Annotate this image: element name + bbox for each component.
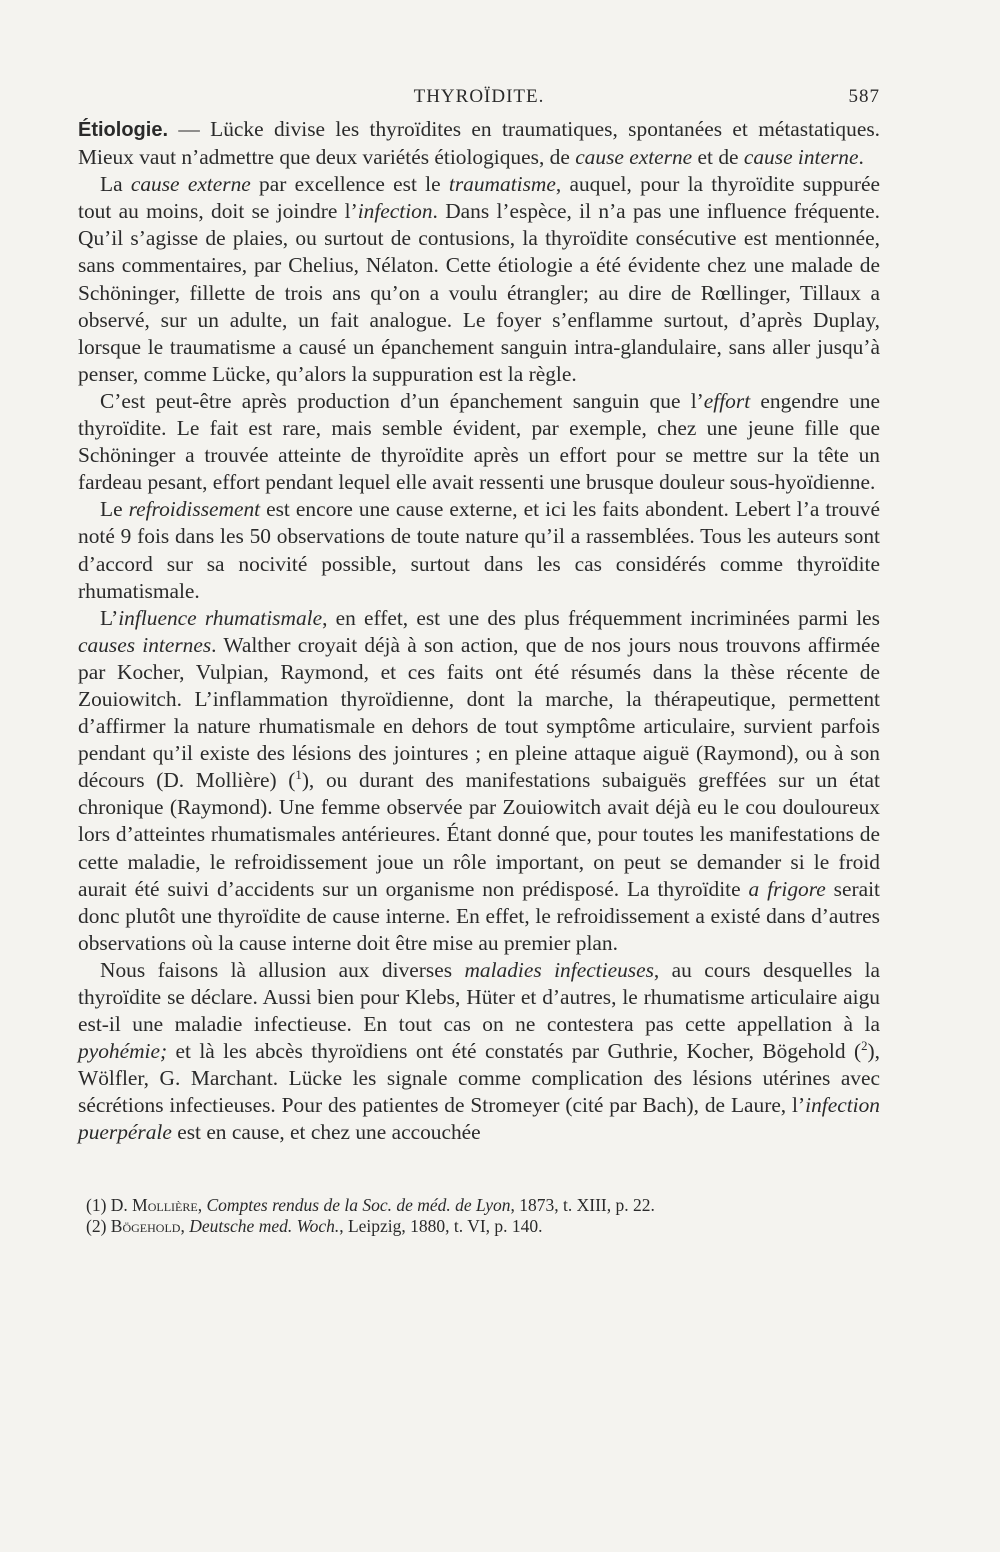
- text-run: , en effet, est une des plus fréquemment incriminées parmi les: [322, 605, 880, 630]
- text-run: engendre une thyroïdite. Le fait est rare, mais semble évident, par exemple, chez une jeune fille que Schöninger a trouvée atteinte de thyroïdite après un effort pour se mettre sur la tête un fardeau pesant, effort pendant lequel elle avait ressenti une brusque douleur sous-hyoïdienne.: [78, 388, 880, 495]
- text-run: est encore une cause externe, et ici les faits abondent. Lebert l’a trouvé noté 9 fois dans les 50 observations de toute nature qu’il a rassemblées. Tous les auteurs sont d’accord sur sa nocivité possible, surtout dans les cas considérés comme thyroïdite rhumatismale.: [78, 497, 880, 603]
- page: [78, 86, 880, 1237]
- italic-text: Comptes rendus de la Soc. de méd. de Lyon: [206, 1194, 511, 1215]
- running-head: [78, 86, 880, 116]
- author-name: Bögehold: [110, 1215, 181, 1236]
- paragraph-maladies-infectieuses: [78, 957, 880, 1147]
- text-run: (1): [86, 1194, 111, 1215]
- footnote: [78, 1195, 880, 1216]
- section-lead: Étiologie.: [78, 119, 168, 141]
- footnote-ref: 1: [295, 768, 302, 783]
- italic-text: a frigore: [748, 876, 826, 901]
- text-run: ,: [180, 1215, 190, 1236]
- italic-text: pyohémie;: [78, 1039, 168, 1064]
- italic-text: cause externe: [130, 172, 251, 197]
- text-run: C’est peut-être après production d’un épanchement sanguin que l’: [100, 388, 704, 413]
- footnote-ref: 2: [861, 1039, 868, 1054]
- text-run: D.: [110, 1194, 133, 1215]
- italic-text: infection: [357, 199, 433, 224]
- text-run: Le: [100, 497, 129, 522]
- text-run: est en cause, et chez une accouchée: [171, 1120, 481, 1145]
- italic-text: cause interne: [743, 145, 859, 170]
- text-run: Nous faisons là allusion aux diverses: [100, 957, 465, 982]
- text-run: , au cours desquelles la thyroïdite se déclare. Aussi bien pour Klebs, Hüter et d’autres, le rhumatisme articulaire aigu est-il une maladie infectieuse. En tout cas on ne contestera pas cette appellation à la: [78, 957, 881, 1037]
- text-run: et là les abcès thyroïdiens ont été constatés par Guthrie, Kocher, Bögehold (: [167, 1039, 862, 1064]
- text-run: ,: [197, 1194, 207, 1215]
- italic-text: effort: [703, 388, 751, 413]
- paragraph-effort: [78, 388, 880, 496]
- italic-text: maladies infectieuses: [464, 957, 654, 982]
- text-run: . Walther croyait déjà à son action, que de nos jours nous trouvons affirmée par Kocher, Vulpian, Raymond, et ces faits ont été résumés dans la thèse récente de Zouiowitch. L’inflammation thyroïdienne, dont la marche, la thérapeutique, permettent d’affirmer la nature rhumatismale en dehors de tout symptôme articulaire, survient parfois pendant qu’il existe des lésions des jointures ; en pleine attaque aiguë (Raymond), ou à son décours (D. Mollière) (: [78, 632, 880, 793]
- italic-text: cause externe: [575, 145, 693, 170]
- paragraph-influence-rhumatismale: [78, 605, 880, 957]
- text-run: , 1873, t. XIII, p. 22.: [510, 1194, 655, 1215]
- text-run: et de: [692, 145, 744, 170]
- italic-text: infection puerpérale: [78, 1093, 880, 1145]
- paragraph-refroidissement: [78, 496, 880, 604]
- italic-text: traumatisme: [448, 172, 556, 197]
- italic-text: Deutsche med. Woch.: [189, 1215, 340, 1236]
- text-run: ), Wölfler, G. Marchant. Lücke les signale comme complication des lésions utérines avec sécrétions infectieuses. Pour des patientes de Stromeyer (cité par Bach), de Laure, l’: [78, 1039, 880, 1118]
- text-run: . Dans l’espèce, il n’a pas une influence fréquente. Qu’il s’agisse de plaies, ou surtout de contusions, la thyroïdite consécutive est mentionnée, sans commentaires, par Chelius, Nélaton. Cette étiologie a été évidente chez une malade de Schöninger, fillette de trois ans qu’on a voulu étrangler; au dire de Rœllinger, Tillaux a observé, sur un adulte, un fait analogue. Le foyer s’enflamme surtout, d’après Duplay, lorsque le traumatisme a causé un épanchement sanguin intra-glandulaire, sans aller jusqu’à penser, comme Lücke, qu’alors la suppuration est la règle.: [78, 199, 880, 386]
- text-run: — Lücke divise les thyroïdites en traumatiques, spontanées et métastatiques. Mieux vaut n’admettre que deux variétés étiologiques, de: [78, 117, 880, 170]
- footnotes: [78, 1195, 880, 1237]
- paragraph-cause-externe: [78, 171, 880, 388]
- text-run: par excellence est le: [250, 172, 449, 197]
- running-title: THYROÏDITE.: [413, 86, 545, 107]
- text-run: serait donc plutôt une thyroïdite de cause interne. En effet, le refroidissement a existé dans d’autres observations où la cause interne doit être mise au premier plan.: [78, 876, 880, 955]
- paragraph-etiologie: [78, 116, 880, 171]
- text-run: ), ou durant des manifestations subaiguës greffées sur un état chronique (Raymond). Une femme observée par Zouiowitch avait déjà eu le cou douloureux lors d’atteintes rhumatismales antérieures. Étant donné que, pour toutes les manifestations de cette maladie, le refroidissement joue un rôle important, on peut se demander si le froid aurait été suivi d’accidents sur un organisme non prédisposé. La thyroïdite: [78, 768, 880, 901]
- text-run: (2): [86, 1215, 111, 1236]
- body-text: [78, 116, 880, 1147]
- footnote: [78, 1216, 880, 1237]
- italic-text: refroidissement: [128, 497, 261, 522]
- text-run: La: [100, 172, 131, 197]
- text-run: .: [858, 145, 864, 170]
- italic-text: causes internes: [78, 632, 212, 657]
- text-run: , Leipzig, 1880, t. VI, p. 140.: [339, 1215, 543, 1236]
- text-run: L’: [100, 605, 119, 630]
- text-run: , auquel, pour la thyroïdite suppurée tout au moins, doit se joindre l’: [78, 172, 880, 224]
- italic-text: influence rhumatismale: [118, 605, 323, 630]
- author-name: Mollière: [132, 1194, 198, 1215]
- page-number: 587: [848, 86, 880, 107]
